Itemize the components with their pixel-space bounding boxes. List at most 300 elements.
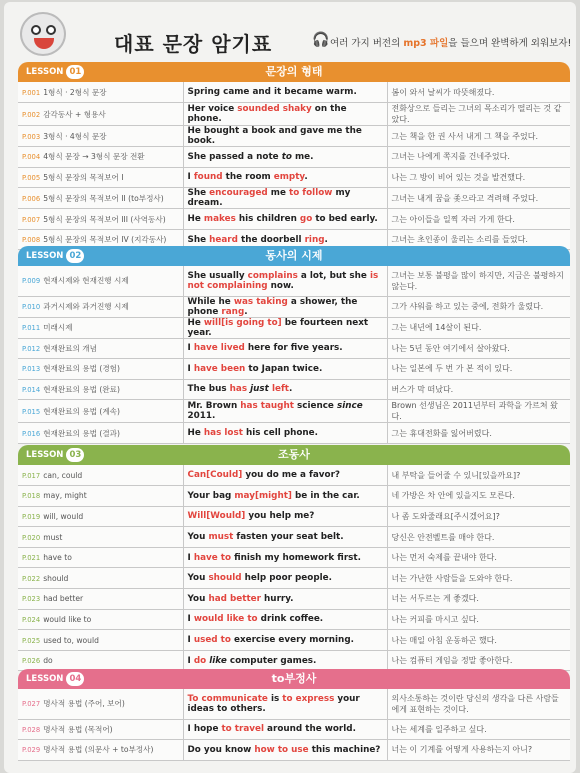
english-sentence-cell <box>183 630 387 651</box>
korean-translation-cell: 그는 책을 한 권 사서 내게 그 책을 주었다. <box>387 126 570 147</box>
korean-translation-cell: 그녀는 초인종이 울리는 소리를 들었다. <box>387 229 570 250</box>
korean-translation-cell: 그녀는 나에게 쪽지를 건네주었다. <box>387 147 570 168</box>
sentence-text: around the world. <box>263 724 356 735</box>
highlighted-phrase: empty <box>273 172 305 183</box>
korean-translation-cell: 나는 세계를 일주하고 싶다. <box>387 719 570 740</box>
highlighted-phrase: left <box>271 384 289 395</box>
sentence-text: I <box>187 655 194 666</box>
table-row <box>18 167 570 188</box>
grammar-point-label: 명사적 용법 (주어, 보어) <box>43 699 125 709</box>
korean-translation-cell: 나는 매일 아침 운동하곤 했다. <box>387 630 570 651</box>
korean-translation-cell: 나는 커피를 마시고 싶다. <box>387 609 570 630</box>
highlighted-phrase: encouraged <box>209 188 268 199</box>
grammar-point-cell <box>18 423 183 444</box>
sentence-text: science <box>293 401 337 412</box>
grammar-point-label: 현재완료의 개념 <box>43 343 97 353</box>
sentence-text: Do you know <box>187 744 255 755</box>
korean-translation-cell: Brown 선생님은 2011년부터 과학을 가르쳐 왔다. <box>387 400 570 423</box>
sentence-table <box>18 465 570 671</box>
grammar-point-label: 1형식 · 2형식 문장 <box>43 87 107 97</box>
english-sentence-cell <box>183 188 387 209</box>
grammar-point-label: 미래시제 <box>43 323 73 332</box>
section-banner <box>18 62 570 82</box>
sentence-text: . <box>304 172 308 183</box>
grammar-point-cell <box>18 609 183 630</box>
lesson-section <box>18 669 570 761</box>
sentence-text: exercise every morning. <box>230 635 354 646</box>
english-sentence-cell <box>183 650 387 671</box>
lesson-badge <box>22 248 84 264</box>
sentence-text: computer games. <box>226 655 317 666</box>
page-number: P.022 <box>22 574 41 583</box>
table-row <box>18 126 570 147</box>
english-sentence-cell <box>183 400 387 423</box>
subtitle-text: 여러 가지 버전의 <box>330 38 404 49</box>
grammar-point-label: can, could <box>43 470 83 480</box>
grammar-point-label: have to <box>43 553 72 563</box>
sentence-text: now. <box>267 280 294 291</box>
section-title: 동사의 시제 <box>265 249 323 262</box>
english-sentence-cell <box>183 82 387 103</box>
lesson-section <box>18 445 570 671</box>
sentence-text: I <box>187 552 194 563</box>
section-title: 조동사 <box>278 448 310 461</box>
page-number: P.003 <box>22 132 41 141</box>
sentence-text: The bus <box>187 384 230 395</box>
table-row <box>18 465 570 486</box>
table-row <box>18 689 570 719</box>
korean-translation-cell: 나는 일본에 두 번 가 본 적이 있다. <box>387 359 570 380</box>
sentence-text: You <box>187 532 209 543</box>
highlighted-phrase: To communicate <box>187 693 268 704</box>
table-row <box>18 317 570 338</box>
sentence-text: hurry. <box>260 593 294 604</box>
page-number: P.002 <box>22 110 41 119</box>
sentence-text: is <box>267 693 283 704</box>
grammar-point-cell <box>18 167 183 188</box>
grammar-point-cell <box>18 126 183 147</box>
sentence-text: to <box>281 151 292 162</box>
english-sentence-cell <box>183 589 387 610</box>
table-row <box>18 359 570 380</box>
highlighted-phrase: found <box>193 172 223 183</box>
grammar-point-cell <box>18 589 183 610</box>
grammar-point-label: would like to <box>43 614 92 624</box>
korean-translation-cell: 그는 내년에 14살이 된다. <box>387 317 570 338</box>
sentence-text: to bed early. <box>312 214 378 225</box>
table-row <box>18 506 570 527</box>
grammar-point-label: must <box>43 532 63 542</box>
grammar-point-label: 현재시제와 현재진행 시제 <box>43 276 129 286</box>
sentence-text: your ideas to others. <box>187 693 360 714</box>
english-sentence-cell <box>183 126 387 147</box>
grammar-point-cell <box>18 527 183 548</box>
highlighted-phrase: was taking <box>233 296 288 307</box>
worksheet-page <box>4 2 576 773</box>
grammar-point-label: 5형식 문장의 목적보어 IV (지각동사) <box>43 235 167 245</box>
highlighted-phrase: may[might] <box>234 490 292 501</box>
korean-translation-cell: 그는 휴대전화를 잃어버렸다. <box>387 423 570 444</box>
korean-translation-cell: 내 부탁을 들어줄 수 있니[있을까요]? <box>387 465 570 486</box>
grammar-point-cell <box>18 379 183 400</box>
grammar-point-label: may, might <box>43 491 87 501</box>
lesson-number: 01 <box>66 65 84 79</box>
sentence-text: me <box>267 188 289 199</box>
table-row <box>18 338 570 359</box>
table-row <box>18 609 570 630</box>
sentence-text: I <box>187 343 194 354</box>
table-row <box>18 379 570 400</box>
sentence-text: the room <box>222 172 274 183</box>
lesson-label: LESSON <box>26 251 64 261</box>
subtitle-text: 을 들으며 완벽하게 외워보자! <box>448 38 572 49</box>
sentence-text: 2011. <box>187 411 216 422</box>
grammar-point-cell <box>18 147 183 168</box>
page-number: P.013 <box>22 365 41 374</box>
sentence-text: I hope <box>187 724 222 735</box>
grammar-point-label: 5형식 문장의 목적보어 I <box>43 172 124 182</box>
page-number: P.018 <box>22 492 41 501</box>
grammar-point-label: 현재완료의 용법 (결과) <box>43 428 120 438</box>
page-number: P.006 <box>22 194 41 203</box>
grammar-point-label: had better <box>43 594 84 604</box>
lesson-number: 04 <box>66 672 84 686</box>
table-row <box>18 568 570 589</box>
highlighted-phrase: have to <box>193 552 232 563</box>
english-sentence-cell <box>183 103 387 126</box>
page-number: P.019 <box>22 512 41 521</box>
table-row <box>18 589 570 610</box>
grammar-point-cell <box>18 338 183 359</box>
highlighted-phrase: had better <box>208 593 261 604</box>
lesson-badge <box>22 447 84 463</box>
mascot-eye-icon <box>46 25 56 35</box>
sentence-text: a shower, the phone <box>187 296 358 317</box>
section-banner <box>18 246 570 266</box>
sentence-text: me. <box>291 151 314 162</box>
highlighted-phrase: how to use <box>254 744 309 755</box>
sentence-text: be in the car. <box>291 490 360 501</box>
table-row <box>18 400 570 423</box>
korean-translation-cell: 나는 먼저 숙제를 끝내야 한다. <box>387 547 570 568</box>
page-header <box>14 8 574 58</box>
sentence-text: here for five years. <box>244 343 343 354</box>
section-banner <box>18 445 570 465</box>
lesson-number: 03 <box>66 448 84 462</box>
sentence-text: fasten your seat belt. <box>233 532 344 543</box>
page-number: P.028 <box>22 725 41 734</box>
page-number: P.021 <box>22 554 41 563</box>
grammar-point-cell <box>18 719 183 740</box>
sentence-table <box>18 689 570 761</box>
highlighted-phrase: will[is going to] <box>203 317 282 328</box>
sentence-text: He bought a book and gave me the book. <box>187 126 362 147</box>
grammar-point-cell <box>18 547 183 568</box>
table-row <box>18 650 570 671</box>
page-title: 대표 문장 암기표 <box>114 32 273 56</box>
sentence-text: You <box>187 573 209 584</box>
page-number: P.012 <box>22 344 41 353</box>
subtitle-highlight: mp3 파일 <box>403 38 449 49</box>
english-sentence-cell <box>183 379 387 400</box>
sentence-text: I <box>187 172 194 183</box>
page-number: P.020 <box>22 533 41 542</box>
korean-translation-cell: 그는 아이들을 일찍 자러 가게 한다. <box>387 209 570 230</box>
korean-translation-cell: 그가 샤워를 하고 있는 중에, 전화가 울렸다. <box>387 296 570 317</box>
highlighted-phrase: must <box>208 532 234 543</box>
korean-translation-cell: 봄이 와서 날씨가 따뜻해졌다. <box>387 82 570 103</box>
sentence-text: She <box>187 234 210 245</box>
grammar-point-label: 명사적 용법 (목적어) <box>43 724 113 734</box>
lesson-section <box>18 246 570 444</box>
page-number: P.014 <box>22 385 41 394</box>
grammar-point-cell <box>18 359 183 380</box>
grammar-point-label: 현재완료의 용법 (완료) <box>43 384 120 394</box>
section-banner <box>18 669 570 689</box>
sentence-text: While he <box>187 296 234 307</box>
sentence-text: my dream. <box>187 188 351 209</box>
grammar-point-cell <box>18 266 183 296</box>
sentence-text: help poor people. <box>241 573 332 584</box>
english-sentence-cell <box>183 465 387 486</box>
sentence-text: Your bag <box>187 490 235 501</box>
highlighted-phrase: complains <box>247 270 298 281</box>
page-number: P.016 <box>22 429 41 438</box>
table-row <box>18 296 570 317</box>
sentence-text: Her voice <box>187 104 238 115</box>
english-sentence-cell <box>183 486 387 507</box>
table-row <box>18 719 570 740</box>
english-sentence-cell <box>183 338 387 359</box>
english-sentence-cell <box>183 359 387 380</box>
page-number: P.007 <box>22 215 41 224</box>
grammar-point-label: 명사적 용법 (의문사 + to부정사) <box>43 745 154 755</box>
english-sentence-cell <box>183 423 387 444</box>
grammar-point-cell <box>18 689 183 719</box>
table-row <box>18 188 570 209</box>
highlighted-phrase: to travel <box>221 724 264 735</box>
grammar-point-label: will, would <box>43 511 84 521</box>
grammar-point-label: 현재완료의 용법 (계속) <box>43 406 120 416</box>
grammar-point-label: 5형식 문장의 목적보어 II (to부정사) <box>43 193 164 203</box>
lesson-badge <box>22 671 84 687</box>
highlighted-phrase: would like to <box>193 614 258 625</box>
table-row <box>18 147 570 168</box>
page-number: P.010 <box>22 303 41 311</box>
grammar-point-cell <box>18 209 183 230</box>
sentence-text: She passed a note <box>187 151 282 162</box>
page-subtitle <box>330 35 571 49</box>
sentence-text: this machine? <box>308 744 381 755</box>
sentence-text: You <box>187 593 209 604</box>
highlighted-phrase: has lost <box>203 428 243 439</box>
sentence-text: the doorbell <box>237 234 305 245</box>
page-number: P.015 <box>22 407 41 416</box>
sentence-text: Spring came and it became warm. <box>187 87 357 98</box>
table-row <box>18 630 570 651</box>
sentence-text: on the phone. <box>187 104 347 125</box>
grammar-point-cell <box>18 568 183 589</box>
english-sentence-cell <box>183 147 387 168</box>
highlighted-phrase: Can[Could] <box>187 470 243 481</box>
english-sentence-cell <box>183 689 387 719</box>
page-number: P.026 <box>22 657 41 666</box>
highlighted-phrase: have lived <box>193 343 245 354</box>
highlighted-phrase: heard <box>209 234 238 245</box>
english-sentence-cell <box>183 609 387 630</box>
highlighted-phrase: has taught <box>240 401 294 412</box>
mascot-mouth-icon <box>34 38 54 49</box>
sentence-text: his children <box>235 214 300 225</box>
grammar-point-label: 3형식 · 4형식 문장 <box>43 131 107 141</box>
page-number: P.024 <box>22 615 41 624</box>
korean-translation-cell: 나는 5년 동안 여기에서 살아왔다. <box>387 338 570 359</box>
table-row <box>18 82 570 103</box>
mascot-icon <box>20 12 66 56</box>
grammar-point-cell <box>18 188 183 209</box>
english-sentence-cell <box>183 506 387 527</box>
english-sentence-cell <box>183 167 387 188</box>
page-number: P.017 <box>22 471 41 480</box>
sentence-text: his cell phone. <box>242 428 318 439</box>
grammar-point-cell <box>18 506 183 527</box>
sentence-text: drink coffee. <box>257 614 324 625</box>
korean-translation-cell: 네 가방은 차 안에 있을지도 모른다. <box>387 486 570 507</box>
english-sentence-cell <box>183 317 387 338</box>
english-sentence-cell <box>183 209 387 230</box>
page-number: P.008 <box>22 236 41 245</box>
korean-translation-cell: 나는 그 방이 비어 있는 것을 발견했다. <box>387 167 570 188</box>
table-row <box>18 266 570 296</box>
table-row <box>18 103 570 126</box>
grammar-point-cell <box>18 103 183 126</box>
highlighted-phrase: sounded shaky <box>237 104 312 115</box>
sentence-text: He <box>187 428 204 439</box>
highlighted-phrase: is not complaining <box>187 270 379 291</box>
grammar-point-cell <box>18 296 183 317</box>
grammar-point-cell <box>18 650 183 671</box>
korean-translation-cell: 너는 서두르는 게 좋겠다. <box>387 589 570 610</box>
grammar-point-label: used to, would <box>43 635 99 645</box>
table-row <box>18 527 570 548</box>
grammar-point-cell <box>18 630 183 651</box>
page-number: P.001 <box>22 88 41 97</box>
sentence-text: He <box>187 317 204 328</box>
sentence-text: you do me a favor? <box>242 470 341 481</box>
grammar-point-cell <box>18 400 183 423</box>
english-sentence-cell <box>183 296 387 317</box>
section-title: to부정사 <box>271 672 317 685</box>
lesson-label: LESSON <box>26 450 64 460</box>
korean-translation-cell: 그녀는 보통 불평을 많이 하지만, 지금은 불평하지 않는다. <box>387 266 570 296</box>
korean-translation-cell: 그녀는 내게 꿈을 좇으라고 격려해 주었다. <box>387 188 570 209</box>
sentence-text: She usually <box>187 270 248 281</box>
sentence-text: Mr. Brown <box>187 401 241 412</box>
grammar-point-label: should <box>43 573 69 583</box>
lesson-label: LESSON <box>26 674 64 684</box>
page-number: P.011 <box>22 324 41 332</box>
grammar-point-cell <box>18 740 183 761</box>
highlighted-phrase: go <box>299 214 313 225</box>
korean-translation-cell: 의사소통하는 것이란 당신의 생각을 다른 사람들에게 표현하는 것이다. <box>387 689 570 719</box>
korean-translation-cell: 나는 컴퓨터 게임을 정말 좋아한다. <box>387 650 570 671</box>
korean-translation-cell: 당신은 안전벨트를 매야 한다. <box>387 527 570 548</box>
sentence-text: . <box>244 306 248 317</box>
sentence-text: a lot, but she <box>297 270 370 281</box>
highlighted-phrase: rang <box>221 306 245 317</box>
highlighted-phrase: Will[Would] <box>187 511 246 522</box>
table-row <box>18 740 570 761</box>
table-row <box>18 423 570 444</box>
english-sentence-cell <box>183 568 387 589</box>
page-number: P.009 <box>22 277 41 286</box>
grammar-point-cell <box>18 317 183 338</box>
highlighted-phrase: have been <box>193 363 246 374</box>
sentence-text: . <box>288 384 293 395</box>
highlighted-phrase: has <box>229 384 251 395</box>
highlighted-phrase: to express <box>282 693 335 704</box>
page-number: P.027 <box>22 700 41 709</box>
sentence-text: like <box>209 655 227 666</box>
korean-translation-cell: 전화상으로 들리는 그녀의 목소리가 떨리는 것 같았다. <box>387 103 570 126</box>
sentence-text: . <box>324 234 328 245</box>
page-number: P.005 <box>22 173 41 182</box>
grammar-point-label: 감각동사 + 형용사 <box>43 109 106 119</box>
grammar-point-cell <box>18 486 183 507</box>
lesson-badge <box>22 64 84 80</box>
sentence-text: you help me? <box>245 511 315 522</box>
page-number: P.025 <box>22 636 41 645</box>
korean-translation-cell: 나 좀 도와줄래요[주시겠어요]? <box>387 506 570 527</box>
grammar-point-label: 현재완료의 용법 (경험) <box>43 364 120 374</box>
korean-translation-cell: 너는 이 기계를 어떻게 사용하는지 아니? <box>387 740 570 761</box>
lesson-number: 02 <box>66 249 84 263</box>
sentence-text: I <box>187 635 194 646</box>
page-number: P.029 <box>22 746 41 755</box>
sentence-text: I <box>187 363 194 374</box>
sentence-text: since <box>336 401 363 412</box>
english-sentence-cell <box>183 547 387 568</box>
sentence-text: to Japan twice. <box>245 363 323 374</box>
table-row <box>18 209 570 230</box>
english-sentence-cell <box>183 719 387 740</box>
sentence-table <box>18 82 570 250</box>
page-number: P.004 <box>22 153 41 162</box>
table-row <box>18 547 570 568</box>
sentence-text: just <box>250 384 269 395</box>
table-row <box>18 486 570 507</box>
sentence-text: He <box>187 214 204 225</box>
korean-translation-cell: 버스가 막 떠났다. <box>387 379 570 400</box>
highlighted-phrase: used to <box>193 635 231 646</box>
grammar-point-label: 과거시제와 과거진행 시제 <box>43 302 129 311</box>
sentence-text: finish my homework first. <box>231 552 361 563</box>
mascot-eye-icon <box>31 25 41 35</box>
page-number: P.023 <box>22 595 41 604</box>
grammar-point-cell <box>18 82 183 103</box>
sentence-text: She <box>187 188 210 199</box>
highlighted-phrase: do <box>193 655 207 666</box>
sentence-text: I <box>187 614 194 625</box>
english-sentence-cell <box>183 527 387 548</box>
highlighted-phrase: should <box>208 573 242 584</box>
highlighted-phrase: ring <box>304 234 325 245</box>
grammar-point-cell <box>18 465 183 486</box>
grammar-point-label: 4형식 문장 → 3형식 문장 전환 <box>43 152 145 162</box>
section-title: 문장의 형태 <box>265 65 323 78</box>
english-sentence-cell <box>183 266 387 296</box>
lesson-section <box>18 62 570 250</box>
